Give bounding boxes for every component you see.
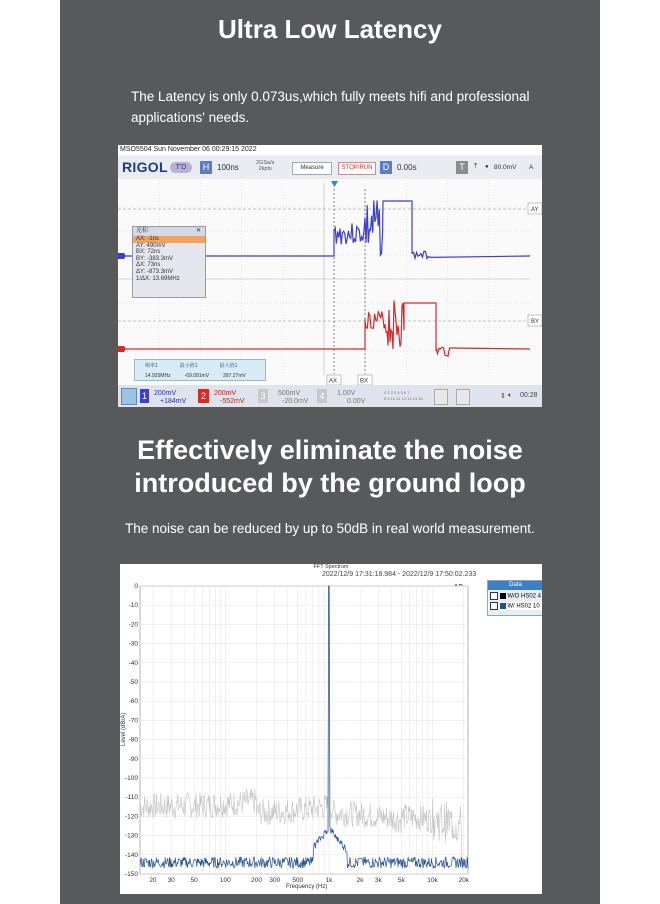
mode-badge: T'D [170,162,192,173]
ax-tag-label: AX [329,378,338,385]
x-tick-label: 3k [374,877,382,884]
y-tick-label: -110 [125,794,138,802]
latency-title: Ultra Low Latency [218,14,442,44]
plot-frame [140,586,468,874]
noise-title-line-2: introduced by the ground loop [134,468,526,498]
x-tick-label: 5k [397,877,405,884]
cursor-row: BY: -383.3mV [136,255,174,262]
cursor-panel-header [133,227,205,236]
x-tick-label: 20 [149,877,157,884]
trigger-position-marker [331,181,338,187]
clock-time: 00:28 [520,392,538,399]
ax-tag [327,375,341,385]
y-tick-label: -40 [128,659,138,667]
fft-date-range: 2022/12/9 17:31:18.984 - 2022/12/9 17:50:02.233 [322,571,477,578]
y-tick-label: 0 [134,583,138,590]
by-tag [528,315,542,326]
measurement-value: 397.27mV [223,373,246,379]
digital-icon[interactable] [434,389,448,405]
cursor-row: BX: 72ns [136,249,161,256]
logic-channels-row-2: 8 9 10 11 12 13 14 15 [384,396,423,401]
x-tick-label: 50 [190,877,198,884]
channel-2-offset: -552mV [220,398,245,405]
trigger-value: 80.0mV [494,164,517,171]
stop-run-button[interactable]: STOP/RUN [338,162,376,175]
legend-label: W/O HS02 4 [507,593,542,600]
latency-line-2: applications' needs. [131,110,250,125]
by-tag-label: BY [531,319,540,325]
cursor-panel-title: 光标 [136,228,149,234]
channel-3-box[interactable] [258,387,314,405]
noise-title-line-1: Effectively eliminate the noise [137,435,523,465]
cursor-row: ΔY: -873.3mV [136,268,174,275]
latency-line-1: The Latency is only 0.073us,which fully meets hifi and professional [131,89,530,104]
scope-toolbar [118,155,542,179]
legend-label: W/ HS02 10 [507,603,540,610]
scope-display [118,179,542,385]
y-tick-label: -10 [128,602,138,610]
h-value: 100ns [217,163,239,172]
t-label: T [456,161,468,174]
scope-channel-bar [118,385,542,407]
channel-1-scale: 200mV [154,390,177,397]
x-tick-label: 100 [219,877,231,884]
x-axis-label: Frequency (Hz) [286,884,328,890]
bx-tag-label: BX [360,378,369,385]
measure-button[interactable]: Measure [292,162,332,175]
x-tick-label: 30 [167,877,175,884]
ay-tag-label: AY [531,207,539,213]
home-icon[interactable] [121,388,137,405]
y-tick-label: -80 [128,736,138,744]
x-tick-label: 20k [458,877,469,884]
ay-tag [528,203,542,214]
y-tick-label: -70 [128,717,138,725]
measurement-values [135,369,265,379]
x-tick-label: 500 [292,877,304,884]
cursor-row: ΔX: 73ns [136,262,161,269]
fft-grid [140,586,468,874]
cursor-row: 1/ΔX: 13.69MHz [136,275,180,282]
noise-description: The noise can be reduced by up to 50dB in real world measurement. [125,521,535,536]
trigger-edge-icon: ⤒ [474,163,478,170]
x-tick-label: 1k [325,877,333,884]
channel-3-offset: -20.0mV [282,398,309,405]
rate-bottom: 2kpts [258,166,272,172]
d-value: 0.00s [397,163,417,172]
measurement-headers [135,360,265,369]
x-tick-label: 2k [356,877,364,884]
measurement-header: 频率1 [145,363,158,369]
h-label: H [200,161,212,174]
y-axis-label: Level (dBrA) [121,712,127,746]
channel-1-marker [118,253,126,259]
y-tick-label: -90 [128,755,138,763]
close-icon[interactable]: ✕ [195,228,201,234]
oscilloscope-screenshot [118,145,542,407]
channel-2-box[interactable] [198,387,254,405]
x-tick-label: 200 [251,877,262,884]
channel-2-scale: 200mV [214,390,237,397]
d-label: D [380,161,392,174]
scope-header: MSO5504 Sun November 06 00:29:15 2022 [120,146,257,153]
trigger-dot-icon: ● [485,164,489,170]
channel-4-scale: 1.00V [337,390,356,397]
logic-channels-row-1: 0 1 2 3 4 5 6 7 [384,390,410,395]
fft-chart [120,564,542,894]
channel-3-scale: 500mV [278,390,301,397]
y-tick-label: -150 [124,871,138,878]
fft-title: FFT Spectrum [313,564,349,570]
measurement-header: 最大值1 [219,363,238,369]
y-tick-label: -50 [128,679,138,686]
fft-spectrum-screenshot [120,564,542,894]
latency-description [131,86,529,128]
y-tick-label: -140 [124,851,138,859]
channel-1-offset: +184mV [160,398,187,405]
noise-title [60,434,600,500]
y-tick-label: -100 [124,775,138,782]
channel-2-waveform [126,301,530,357]
logic-channels[interactable] [384,390,430,407]
sample-rate [256,160,274,172]
trigger-channel: A [529,164,534,171]
channel-4-offset: 0.00V [347,398,366,405]
cursor-readout-panel [132,226,206,298]
rate-top: 2GSa/s [256,160,275,166]
cursor-row: AX: -1ns [133,236,205,243]
y-tick-label: -20 [128,621,138,629]
y-tick-label: -130 [124,832,138,840]
generator-icon[interactable] [456,389,470,405]
speaker-icon: 🔈︎ [508,392,513,399]
y-tick-label: -60 [128,698,138,706]
channel-3-number: 3 [258,389,268,403]
channel-1-number: 1 [141,391,147,401]
measurement-panel [134,359,266,381]
bx-tag [358,375,372,385]
x-tick-label: 10k [427,877,438,884]
measurement-value: 14.925MHz [145,373,171,379]
channel-4-number: 4 [317,389,327,403]
measurement-header: 最小值1 [179,363,198,369]
channel-1-box[interactable] [140,387,192,405]
x-tick-label: 300 [269,877,281,884]
y-tick-label: -30 [128,640,138,648]
data-legend-header: Data [488,581,542,590]
rigol-logo: RIGOL [122,159,168,175]
channel-4-box[interactable] [317,387,369,405]
cursor-row: AY: 490mV [136,242,166,249]
channel-2-number: 2 [198,389,209,403]
y-tick-label: -120 [124,813,138,821]
usb-icon: ⇕ [500,393,506,400]
measurement-value: -69.091mV [184,373,210,379]
